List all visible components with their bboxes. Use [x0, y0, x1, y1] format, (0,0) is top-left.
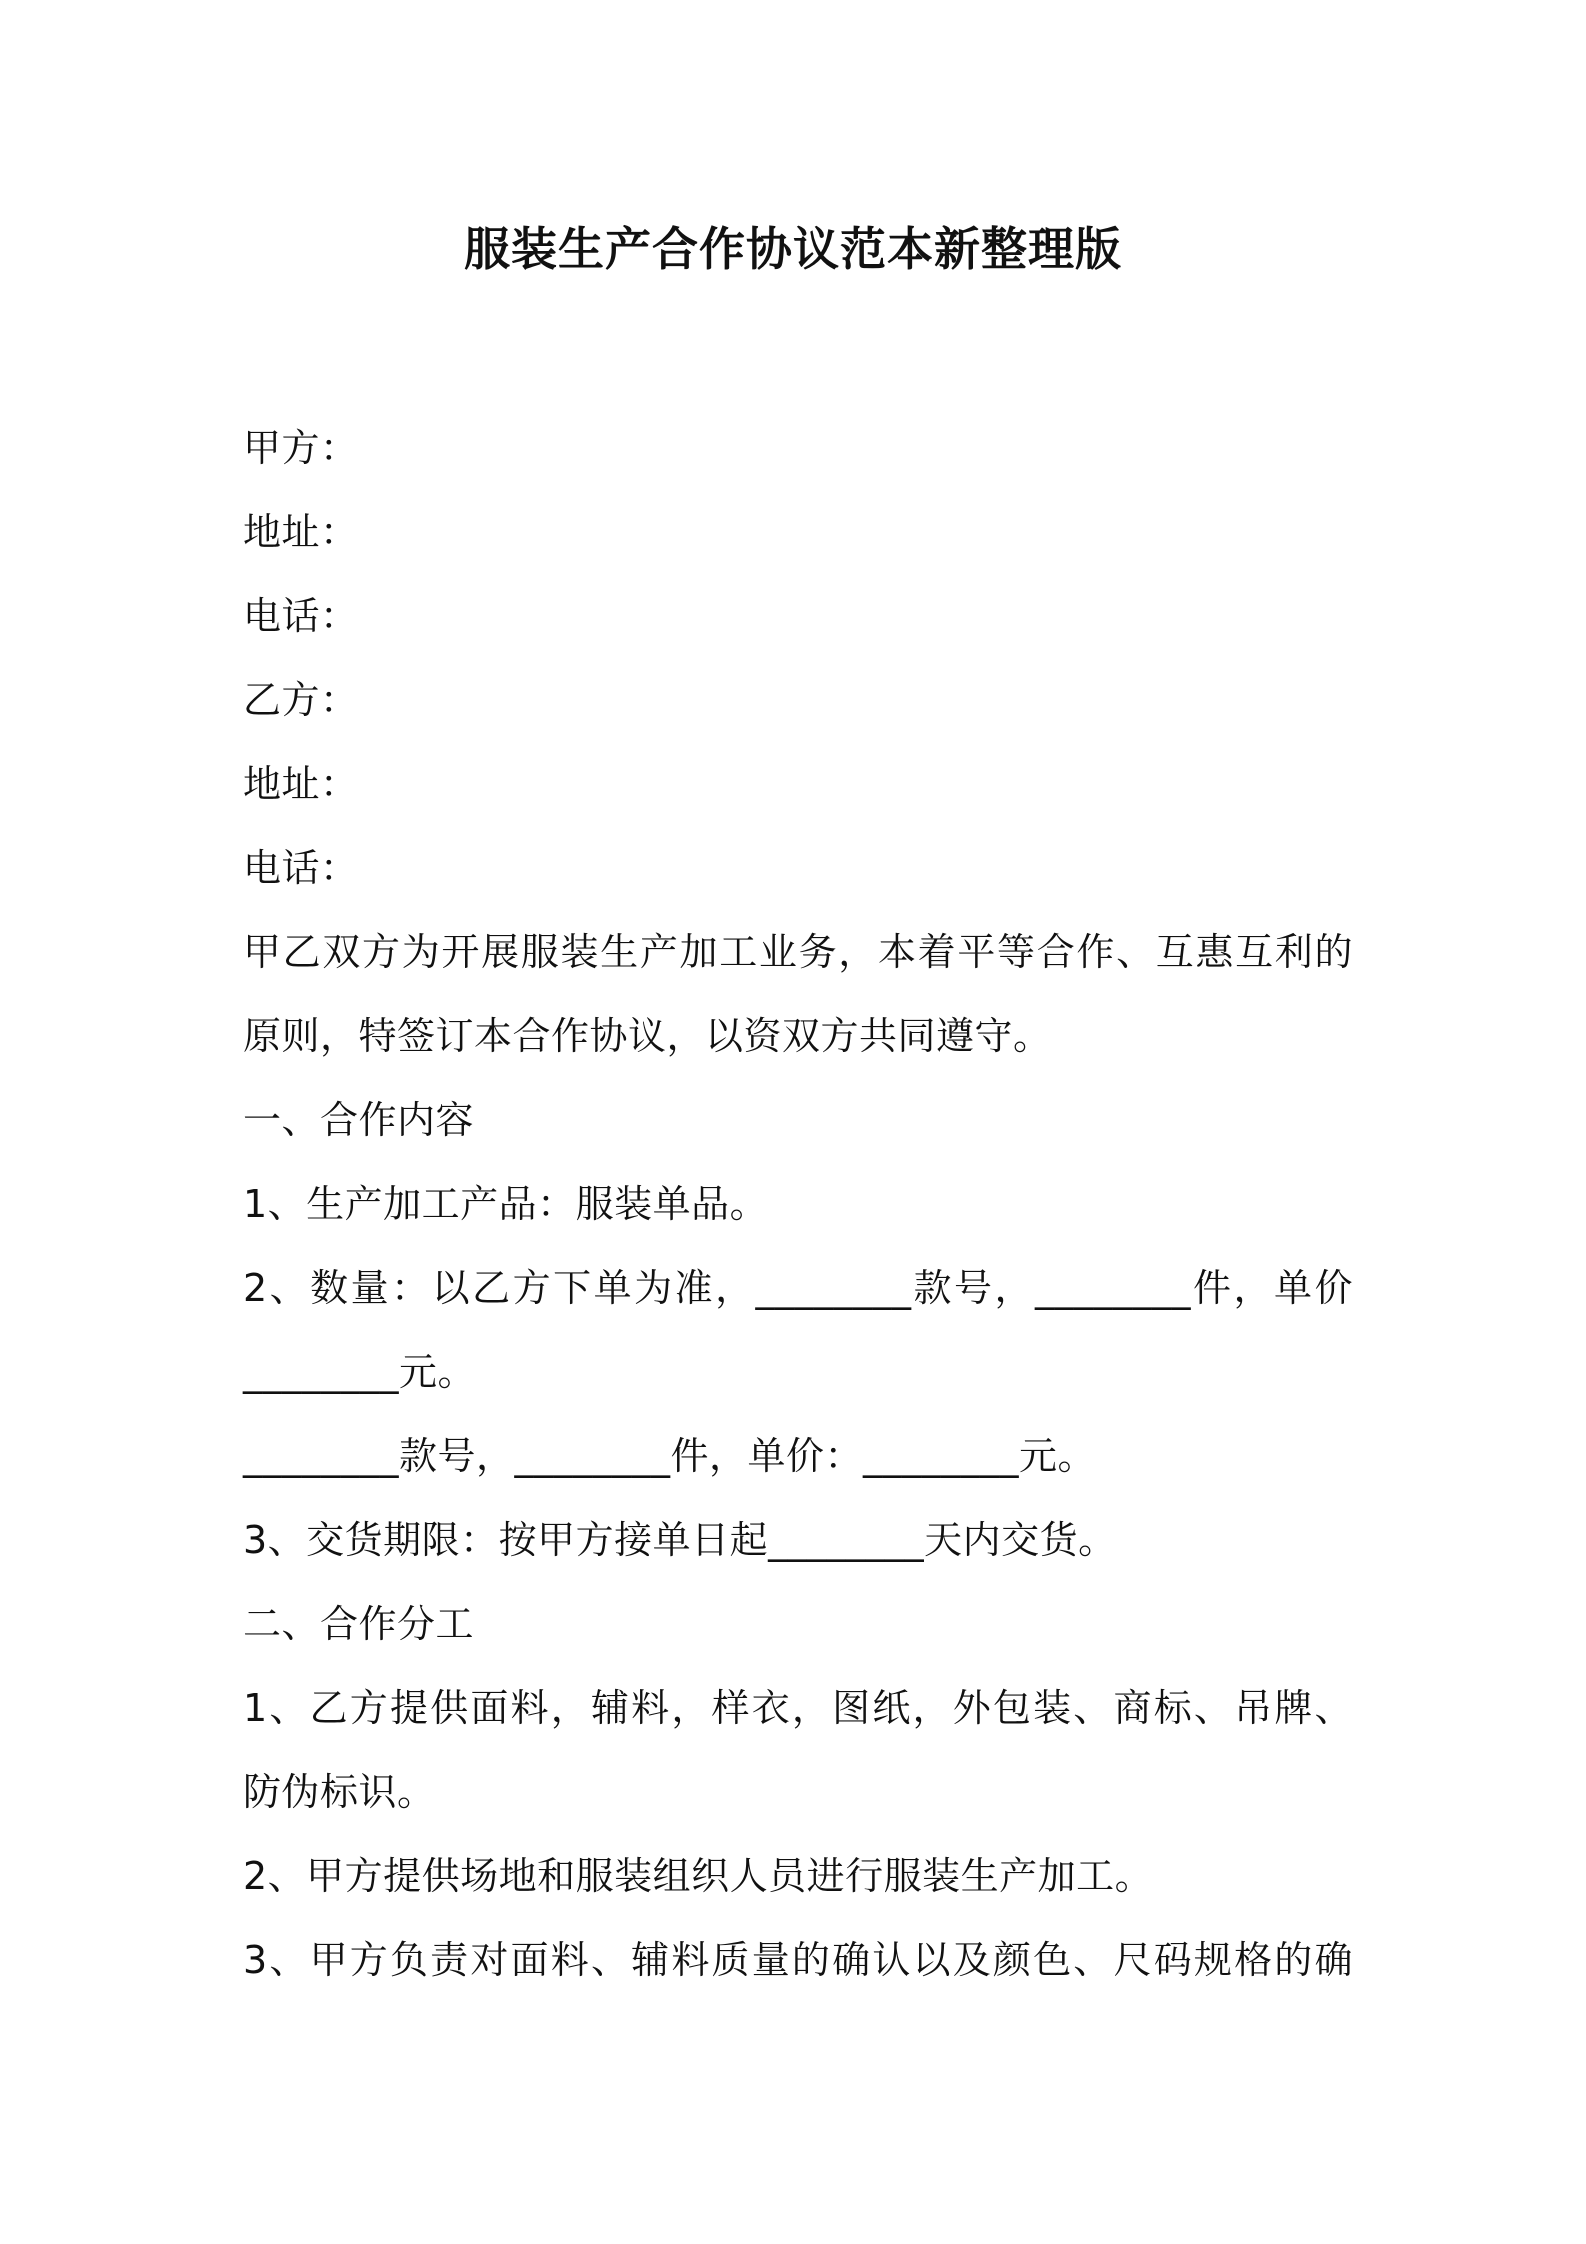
section1-heading: 一、合作内容 [243, 1098, 475, 1142]
section1-item1: 1、生产加工产品：服装单品。 [243, 1182, 769, 1226]
party-b-address-label: 地址： [243, 762, 359, 806]
section2-item2: 2、甲方提供场地和服装组织人员进行服装生产加工。 [243, 1854, 1154, 1898]
intro-line-1: 甲乙双方为开展服装生产加工业务，本着平等合作、互惠互利的 [243, 930, 1353, 974]
party-b-phone-label: 电话： [243, 846, 359, 890]
document-body [243, 406, 1363, 2002]
section2-heading: 二、合作分工 [243, 1602, 475, 1646]
section1-item3: 3、交货期限：按甲方接单日起________天内交货。 [243, 1518, 1117, 1562]
document-title: 服装生产合作协议范本新整理版 [464, 222, 1122, 276]
section1-item2-line-1: 2、数量：以乙方下单为准，________款号，________件，单价 [243, 1266, 1353, 1310]
section1-item2-line-2: ________元。 [243, 1350, 477, 1394]
section2-item1-line-1: 1、乙方提供面料，辅料，样衣，图纸，外包装、商标、吊牌、 [243, 1686, 1353, 1730]
party-a-phone-label: 电话： [243, 594, 359, 638]
section1-item2b: ________款号，________件，单价：________元。 [243, 1434, 1097, 1478]
party-b-label: 乙方： [243, 678, 359, 722]
party-a-label: 甲方： [243, 426, 359, 470]
intro-line-2: 原则，特签订本合作协议，以资双方共同遵守。 [243, 1014, 1052, 1058]
party-a-address-label: 地址： [243, 510, 359, 554]
section2-item3: 3、甲方负责对面料、辅料质量的确认以及颜色、尺码规格的确 [243, 1938, 1353, 1982]
section2-item1-line-2: 防伪标识。 [243, 1770, 436, 1814]
